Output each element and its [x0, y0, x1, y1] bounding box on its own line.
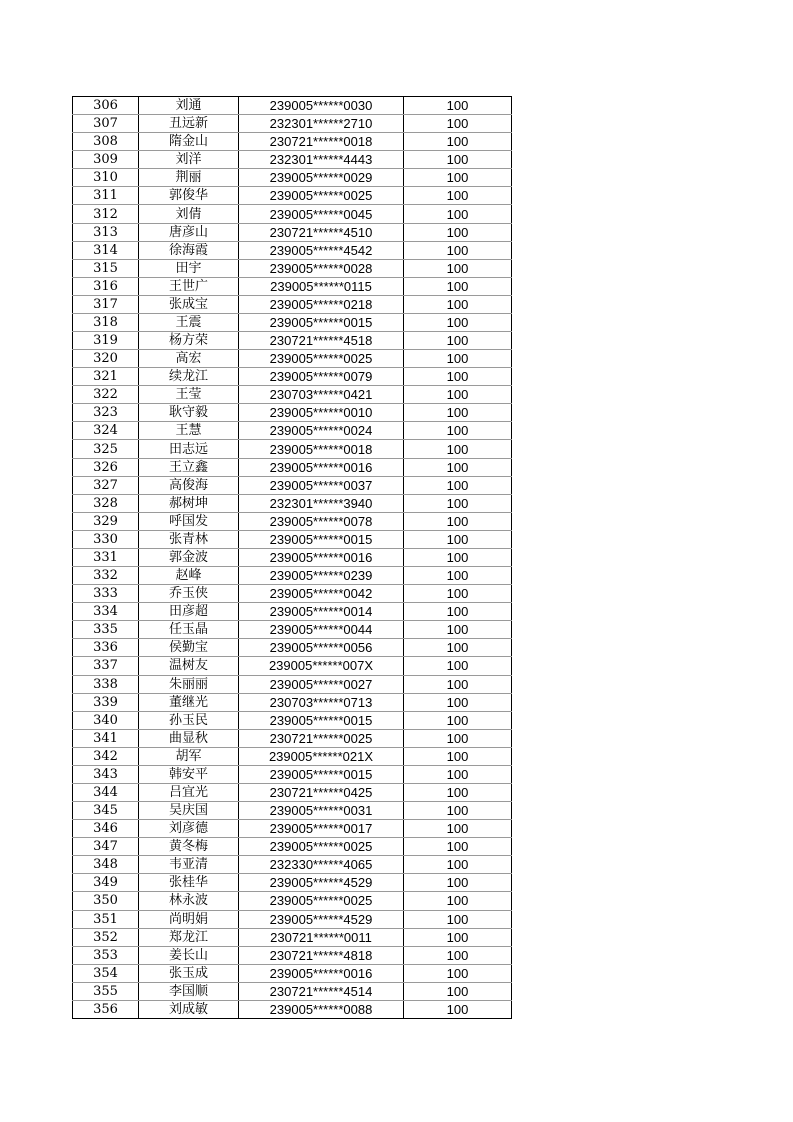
amount-cell: 100: [404, 494, 512, 512]
table-row: [73, 205, 512, 223]
table-row: [73, 223, 512, 241]
id-number-cell: 239005******0042: [239, 585, 404, 603]
row-number-cell: 330: [73, 530, 139, 548]
id-number-cell: 239005******0045: [239, 205, 404, 223]
amount-cell: 100: [404, 404, 512, 422]
row-number-cell: 326: [73, 458, 139, 476]
id-number-cell: 230721******0018: [239, 133, 404, 151]
amount-cell: 100: [404, 530, 512, 548]
table-row: [73, 313, 512, 331]
name-cell: 孙玉民: [139, 711, 239, 729]
table-row: [73, 458, 512, 476]
id-number-cell: 232301******2710: [239, 115, 404, 133]
name-cell: 田彦超: [139, 603, 239, 621]
table-row: [73, 295, 512, 313]
amount-cell: 100: [404, 910, 512, 928]
row-number-cell: 329: [73, 512, 139, 530]
name-cell: 曲显秋: [139, 729, 239, 747]
amount-cell: 100: [404, 440, 512, 458]
table-row: [73, 404, 512, 422]
row-number-cell: 341: [73, 729, 139, 747]
id-number-cell: 239005******0025: [239, 838, 404, 856]
amount-cell: 100: [404, 295, 512, 313]
amount-cell: 100: [404, 657, 512, 675]
table-row: [73, 259, 512, 277]
id-number-cell: 239005******0218: [239, 295, 404, 313]
id-number-cell: 239005******0029: [239, 169, 404, 187]
amount-cell: 100: [404, 205, 512, 223]
id-number-cell: 239005******0014: [239, 603, 404, 621]
amount-cell: 100: [404, 946, 512, 964]
name-cell: 田志远: [139, 440, 239, 458]
row-number-cell: 353: [73, 946, 139, 964]
row-number-cell: 334: [73, 603, 139, 621]
table-row: [73, 332, 512, 350]
table-row: [73, 802, 512, 820]
table-row: [73, 1000, 512, 1018]
id-number-cell: 239005******0016: [239, 964, 404, 982]
id-number-cell: 239005******0024: [239, 422, 404, 440]
name-cell: 续龙江: [139, 368, 239, 386]
row-number-cell: 316: [73, 277, 139, 295]
table-row: [73, 585, 512, 603]
table-row: [73, 440, 512, 458]
name-cell: 林永波: [139, 892, 239, 910]
name-cell: 刘通: [139, 97, 239, 115]
name-cell: 王立鑫: [139, 458, 239, 476]
id-number-cell: 239005******0239: [239, 567, 404, 585]
table-row: [73, 964, 512, 982]
name-cell: 黄冬梅: [139, 838, 239, 856]
name-cell: 温树友: [139, 657, 239, 675]
id-number-cell: 230703******0713: [239, 693, 404, 711]
row-number-cell: 354: [73, 964, 139, 982]
row-number-cell: 306: [73, 97, 139, 115]
id-number-cell: 239005******0115: [239, 277, 404, 295]
table-row: [73, 277, 512, 295]
amount-cell: 100: [404, 151, 512, 169]
name-cell: 徐海霞: [139, 241, 239, 259]
amount-cell: 100: [404, 964, 512, 982]
name-cell: 王世广: [139, 277, 239, 295]
table-row: [73, 567, 512, 585]
amount-cell: 100: [404, 820, 512, 838]
name-cell: 荆丽: [139, 169, 239, 187]
table-row: [73, 765, 512, 783]
amount-cell: 100: [404, 476, 512, 494]
id-number-cell: 239005******0018: [239, 440, 404, 458]
name-cell: 张玉成: [139, 964, 239, 982]
table-row: [73, 729, 512, 747]
name-cell: 韦亚清: [139, 856, 239, 874]
amount-cell: 100: [404, 1000, 512, 1018]
name-cell: 田宇: [139, 259, 239, 277]
row-number-cell: 340: [73, 711, 139, 729]
amount-cell: 100: [404, 187, 512, 205]
name-cell: 张青林: [139, 530, 239, 548]
id-number-cell: 239005******021X: [239, 747, 404, 765]
id-number-cell: 232301******4443: [239, 151, 404, 169]
amount-cell: 100: [404, 115, 512, 133]
table-row: [73, 548, 512, 566]
id-number-cell: 239005******0015: [239, 711, 404, 729]
id-number-cell: 239005******0027: [239, 675, 404, 693]
row-number-cell: 318: [73, 313, 139, 331]
amount-cell: 100: [404, 241, 512, 259]
table-row: [73, 187, 512, 205]
amount-cell: 100: [404, 874, 512, 892]
roster-table-body: [73, 97, 512, 1019]
row-number-cell: 310: [73, 169, 139, 187]
row-number-cell: 314: [73, 241, 139, 259]
name-cell: 胡军: [139, 747, 239, 765]
name-cell: 刘成敏: [139, 1000, 239, 1018]
id-number-cell: 230721******0425: [239, 783, 404, 801]
row-number-cell: 338: [73, 675, 139, 693]
name-cell: 赵峰: [139, 567, 239, 585]
name-cell: 张成宝: [139, 295, 239, 313]
row-number-cell: 352: [73, 928, 139, 946]
amount-cell: 100: [404, 332, 512, 350]
id-number-cell: 230721******0025: [239, 729, 404, 747]
table-row: [73, 133, 512, 151]
row-number-cell: 319: [73, 332, 139, 350]
table-row: [73, 856, 512, 874]
name-cell: 耿守毅: [139, 404, 239, 422]
table-row: [73, 783, 512, 801]
id-number-cell: 230721******4818: [239, 946, 404, 964]
table-row: [73, 946, 512, 964]
table-row: [73, 169, 512, 187]
table-row: [73, 711, 512, 729]
row-number-cell: 327: [73, 476, 139, 494]
amount-cell: 100: [404, 928, 512, 946]
amount-cell: 100: [404, 603, 512, 621]
row-number-cell: 315: [73, 259, 139, 277]
table-row: [73, 115, 512, 133]
table-row: [73, 97, 512, 115]
row-number-cell: 309: [73, 151, 139, 169]
table-row: [73, 747, 512, 765]
id-number-cell: 239005******007X: [239, 657, 404, 675]
id-number-cell: 239005******0015: [239, 530, 404, 548]
amount-cell: 100: [404, 422, 512, 440]
amount-cell: 100: [404, 386, 512, 404]
id-number-cell: 230721******4510: [239, 223, 404, 241]
id-number-cell: 230721******4514: [239, 982, 404, 1000]
table-row: [73, 476, 512, 494]
id-number-cell: 239005******0016: [239, 458, 404, 476]
row-number-cell: 313: [73, 223, 139, 241]
name-cell: 高宏: [139, 350, 239, 368]
id-number-cell: 239005******4529: [239, 874, 404, 892]
row-number-cell: 321: [73, 368, 139, 386]
name-cell: 吕宜光: [139, 783, 239, 801]
roster-table: [72, 96, 512, 1019]
amount-cell: 100: [404, 277, 512, 295]
row-number-cell: 333: [73, 585, 139, 603]
name-cell: 呼国发: [139, 512, 239, 530]
name-cell: 唐彦山: [139, 223, 239, 241]
table-row: [73, 874, 512, 892]
id-number-cell: 230721******0011: [239, 928, 404, 946]
name-cell: 侯勤宝: [139, 639, 239, 657]
name-cell: 韩安平: [139, 765, 239, 783]
name-cell: 姜长山: [139, 946, 239, 964]
id-number-cell: 230703******0421: [239, 386, 404, 404]
amount-cell: 100: [404, 368, 512, 386]
amount-cell: 100: [404, 585, 512, 603]
row-number-cell: 350: [73, 892, 139, 910]
amount-cell: 100: [404, 350, 512, 368]
name-cell: 李国顺: [139, 982, 239, 1000]
name-cell: 朱丽丽: [139, 675, 239, 693]
id-number-cell: 230721******4518: [239, 332, 404, 350]
name-cell: 任玉晶: [139, 621, 239, 639]
row-number-cell: 308: [73, 133, 139, 151]
row-number-cell: 339: [73, 693, 139, 711]
amount-cell: 100: [404, 639, 512, 657]
row-number-cell: 346: [73, 820, 139, 838]
amount-cell: 100: [404, 675, 512, 693]
name-cell: 刘倩: [139, 205, 239, 223]
table-row: [73, 151, 512, 169]
name-cell: 郑龙江: [139, 928, 239, 946]
name-cell: 王震: [139, 313, 239, 331]
table-row: [73, 657, 512, 675]
row-number-cell: 351: [73, 910, 139, 928]
row-number-cell: 322: [73, 386, 139, 404]
row-number-cell: 344: [73, 783, 139, 801]
id-number-cell: 239005******0015: [239, 313, 404, 331]
row-number-cell: 335: [73, 621, 139, 639]
row-number-cell: 337: [73, 657, 139, 675]
amount-cell: 100: [404, 259, 512, 277]
table-row: [73, 368, 512, 386]
id-number-cell: 239005******0017: [239, 820, 404, 838]
amount-cell: 100: [404, 223, 512, 241]
row-number-cell: 348: [73, 856, 139, 874]
name-cell: 隋金山: [139, 133, 239, 151]
table-row: [73, 928, 512, 946]
table-row: [73, 838, 512, 856]
id-number-cell: 239005******0037: [239, 476, 404, 494]
amount-cell: 100: [404, 856, 512, 874]
amount-cell: 100: [404, 313, 512, 331]
name-cell: 杨方荣: [139, 332, 239, 350]
amount-cell: 100: [404, 621, 512, 639]
amount-cell: 100: [404, 97, 512, 115]
table-row: [73, 512, 512, 530]
id-number-cell: 239005******0088: [239, 1000, 404, 1018]
id-number-cell: 239005******0010: [239, 404, 404, 422]
amount-cell: 100: [404, 548, 512, 566]
row-number-cell: 325: [73, 440, 139, 458]
name-cell: 刘彦德: [139, 820, 239, 838]
id-number-cell: 239005******4542: [239, 241, 404, 259]
amount-cell: 100: [404, 458, 512, 476]
amount-cell: 100: [404, 802, 512, 820]
amount-cell: 100: [404, 838, 512, 856]
id-number-cell: 239005******0015: [239, 765, 404, 783]
table-row: [73, 982, 512, 1000]
table-row: [73, 350, 512, 368]
name-cell: 郝树坤: [139, 494, 239, 512]
name-cell: 高俊海: [139, 476, 239, 494]
id-number-cell: 239005******0025: [239, 350, 404, 368]
table-row: [73, 892, 512, 910]
row-number-cell: 331: [73, 548, 139, 566]
name-cell: 郭金波: [139, 548, 239, 566]
amount-cell: 100: [404, 783, 512, 801]
id-number-cell: 239005******0025: [239, 892, 404, 910]
name-cell: 郭俊华: [139, 187, 239, 205]
table-row: [73, 530, 512, 548]
row-number-cell: 355: [73, 982, 139, 1000]
amount-cell: 100: [404, 567, 512, 585]
name-cell: 张桂华: [139, 874, 239, 892]
amount-cell: 100: [404, 765, 512, 783]
id-number-cell: 239005******0025: [239, 187, 404, 205]
id-number-cell: 239005******4529: [239, 910, 404, 928]
name-cell: 乔玉侠: [139, 585, 239, 603]
id-number-cell: 232301******3940: [239, 494, 404, 512]
table-row: [73, 820, 512, 838]
amount-cell: 100: [404, 169, 512, 187]
id-number-cell: 239005******0079: [239, 368, 404, 386]
table-row: [73, 386, 512, 404]
amount-cell: 100: [404, 747, 512, 765]
row-number-cell: 345: [73, 802, 139, 820]
row-number-cell: 320: [73, 350, 139, 368]
row-number-cell: 349: [73, 874, 139, 892]
table-row: [73, 603, 512, 621]
amount-cell: 100: [404, 512, 512, 530]
row-number-cell: 343: [73, 765, 139, 783]
id-number-cell: 239005******0031: [239, 802, 404, 820]
name-cell: 刘洋: [139, 151, 239, 169]
row-number-cell: 307: [73, 115, 139, 133]
table-row: [73, 693, 512, 711]
id-number-cell: 232330******4065: [239, 856, 404, 874]
amount-cell: 100: [404, 982, 512, 1000]
row-number-cell: 336: [73, 639, 139, 657]
row-number-cell: 342: [73, 747, 139, 765]
id-number-cell: 239005******0056: [239, 639, 404, 657]
id-number-cell: 239005******0030: [239, 97, 404, 115]
amount-cell: 100: [404, 729, 512, 747]
row-number-cell: 324: [73, 422, 139, 440]
row-number-cell: 311: [73, 187, 139, 205]
id-number-cell: 239005******0044: [239, 621, 404, 639]
table-row: [73, 494, 512, 512]
row-number-cell: 317: [73, 295, 139, 313]
name-cell: 王慧: [139, 422, 239, 440]
name-cell: 尚明娟: [139, 910, 239, 928]
name-cell: 吴庆国: [139, 802, 239, 820]
row-number-cell: 312: [73, 205, 139, 223]
amount-cell: 100: [404, 711, 512, 729]
row-number-cell: 356: [73, 1000, 139, 1018]
id-number-cell: 239005******0078: [239, 512, 404, 530]
amount-cell: 100: [404, 693, 512, 711]
table-row: [73, 910, 512, 928]
row-number-cell: 328: [73, 494, 139, 512]
amount-cell: 100: [404, 892, 512, 910]
table-row: [73, 422, 512, 440]
amount-cell: 100: [404, 133, 512, 151]
name-cell: 王莹: [139, 386, 239, 404]
row-number-cell: 323: [73, 404, 139, 422]
name-cell: 董继光: [139, 693, 239, 711]
row-number-cell: 332: [73, 567, 139, 585]
id-number-cell: 239005******0028: [239, 259, 404, 277]
table-row: [73, 639, 512, 657]
table-row: [73, 675, 512, 693]
row-number-cell: 347: [73, 838, 139, 856]
name-cell: 丑远新: [139, 115, 239, 133]
id-number-cell: 239005******0016: [239, 548, 404, 566]
table-row: [73, 621, 512, 639]
table-row: [73, 241, 512, 259]
